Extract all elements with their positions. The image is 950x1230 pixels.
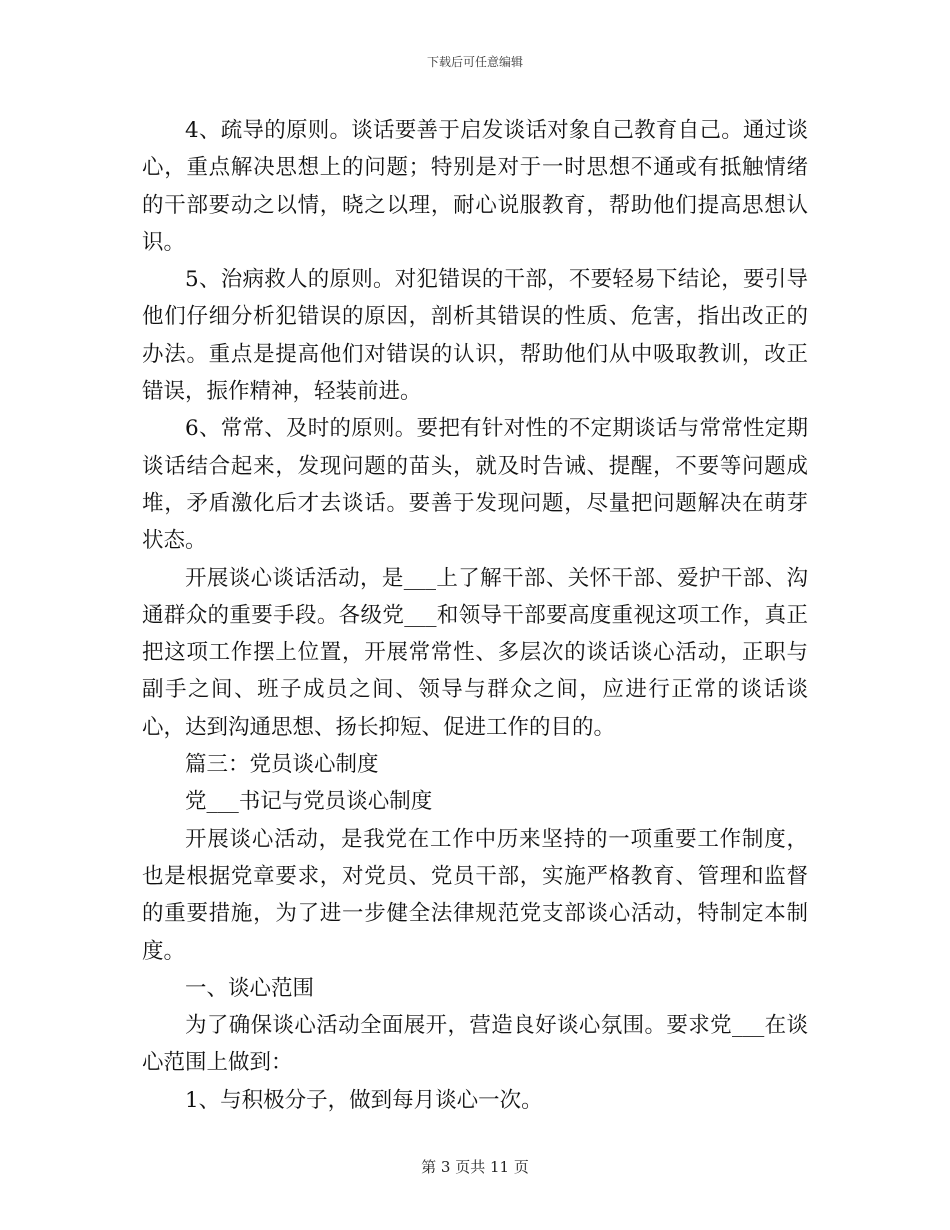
- paragraph-principle-4: 4、疏导的原则。谈话要善于启发谈话对象自己教育自己。通过谈心，重点解决思想上的问题；特别是对于一时思想不通或有抵触情绪的干部要动之以情，晓之以理，耐心说服教育，帮助他们提高思想认识。: [142, 118, 808, 255]
- section-heading-part-three: 篇三：党员谈心制度: [185, 752, 379, 778]
- paragraph-principle-5: 5、治病救人的原则。对犯错误的干部，不要轻易下结论，要引导他们仔细分析犯错误的原因，剖析其错误的性质、危害，指出改正的办法。重点是提高他们对错误的认识，帮助他们从中吸取教训，改正错误，振作精神，轻装前进。: [142, 267, 808, 405]
- paragraph-scope: 为了确保谈心活动全面展开，营造良好谈心氛围。要求党___在谈心范围上做到：: [142, 1013, 808, 1076]
- paragraph-item-1: 1、与积极分子，做到每月谈心一次。: [185, 1087, 543, 1113]
- paragraph-summary: 开展谈心谈话活动，是___上了解干部、关怀干部、爱护干部、沟通群众的重要手段。各级党___和领导干部要高度重视这项工作，真正把这项工作摆上位置，开展常常性、多层次的谈话谈心活动，正职与副手之间、班子成员之间、领导与群众之间，应进行正常的谈话谈心，达到沟通思想、扬长抑短、促进工作的目的。: [142, 565, 808, 740]
- section-heading-scope: 一、谈心范围: [185, 975, 315, 1001]
- page-header: 下载后可任意编辑: [426, 55, 523, 69]
- paragraph-principle-6: 6、常常、及时的原则。要把有针对性的不定期谈话与常常性定期谈话结合起来，发现问题的苗头，就及时告诫、提醒，不要等问题成堆，矛盾激化后才去谈话。要善于发现问题，尽量把问题解决在萌芽状态。: [142, 416, 808, 554]
- document-body: [142, 112, 808, 1119]
- page-footer: 第 3 页共 11 页: [421, 1158, 529, 1176]
- paragraph-intro: 开展谈心活动，是我党在工作中历来坚持的一项重要工作制度，也是根据党章要求，对党员、党员干部，实施严格教育、管理和监督的重要措施，为了进一步健全法律规范党支部谈心活动，特制定本制度。: [142, 826, 808, 964]
- document-subtitle: 党___书记与党员谈心制度: [185, 789, 433, 815]
